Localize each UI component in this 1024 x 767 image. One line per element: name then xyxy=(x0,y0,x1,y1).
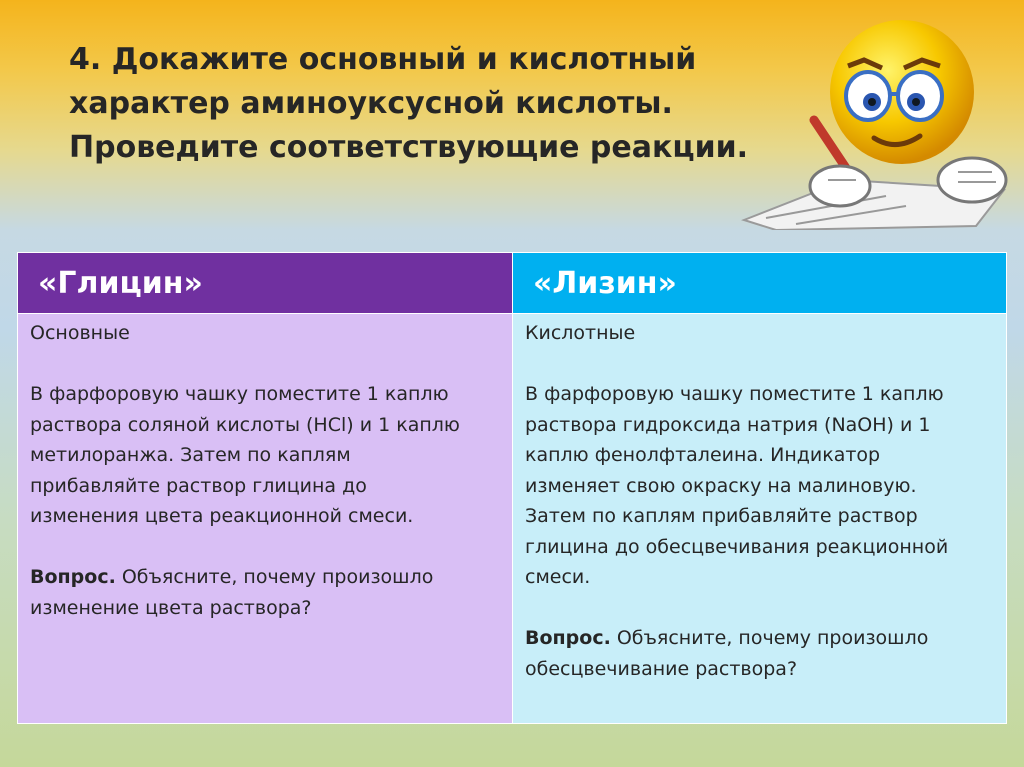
cell-subtitle: Кислотные xyxy=(525,322,636,344)
cell-body-line: метилоранжа. Затем по каплям xyxy=(30,444,351,466)
cell-body-line: смеси. xyxy=(525,566,591,588)
slide-title xyxy=(69,38,749,170)
header-lysine: «Лизин» xyxy=(513,253,1006,313)
question-text: Объясните, почему произошло xyxy=(115,566,434,588)
question-label: Вопрос. xyxy=(525,627,611,649)
question-text: Объясните, почему произошло xyxy=(610,627,929,649)
cell-body-line: прибавляйте раствор глицина до xyxy=(30,474,367,497)
header-glycine: «Глицин» xyxy=(18,253,513,313)
cell-glycine xyxy=(18,313,513,723)
cell-question-line: изменение цвета раствора? xyxy=(30,596,312,619)
comparison-table xyxy=(17,252,1007,724)
title-line-3: Проведите соответствующие реакции. xyxy=(69,130,749,165)
cell-body-line: В фарфоровую чашку поместите 1 каплю xyxy=(525,383,944,405)
question-label: Вопрос. xyxy=(30,566,116,588)
cell-body-line: В фарфоровую чашку поместите 1 каплю xyxy=(30,383,449,405)
cell-question xyxy=(525,623,996,654)
cell-body-line: Затем по каплям прибавляйте раствор xyxy=(525,505,918,527)
cell-body-line: раствора соляной кислоты (HCl) и 1 каплю xyxy=(30,413,460,436)
cell-body-line: глицина до обесцвечивания реакционной xyxy=(525,535,949,558)
cell-body-line: изменяет свою окраску на малиновую. xyxy=(525,474,917,497)
cell-question-line: обесцвечивание раствора? xyxy=(525,657,798,680)
smiley-writing-icon xyxy=(736,20,1012,230)
cell-body-line: каплю фенолфталеина. Индикатор xyxy=(525,444,881,466)
cell-body-line: изменения цвета реакционной смеси. xyxy=(30,505,414,527)
cell-question xyxy=(30,562,502,593)
title-line-2: характер аминоуксусной кислоты. xyxy=(69,86,673,121)
cell-lysine xyxy=(513,313,1006,723)
cell-subtitle: Основные xyxy=(30,322,130,344)
cell-body-line: раствора гидроксида натрия (NaOH) и 1 xyxy=(525,413,931,436)
title-line-1: 4. Докажите основный и кислотный xyxy=(69,42,697,77)
